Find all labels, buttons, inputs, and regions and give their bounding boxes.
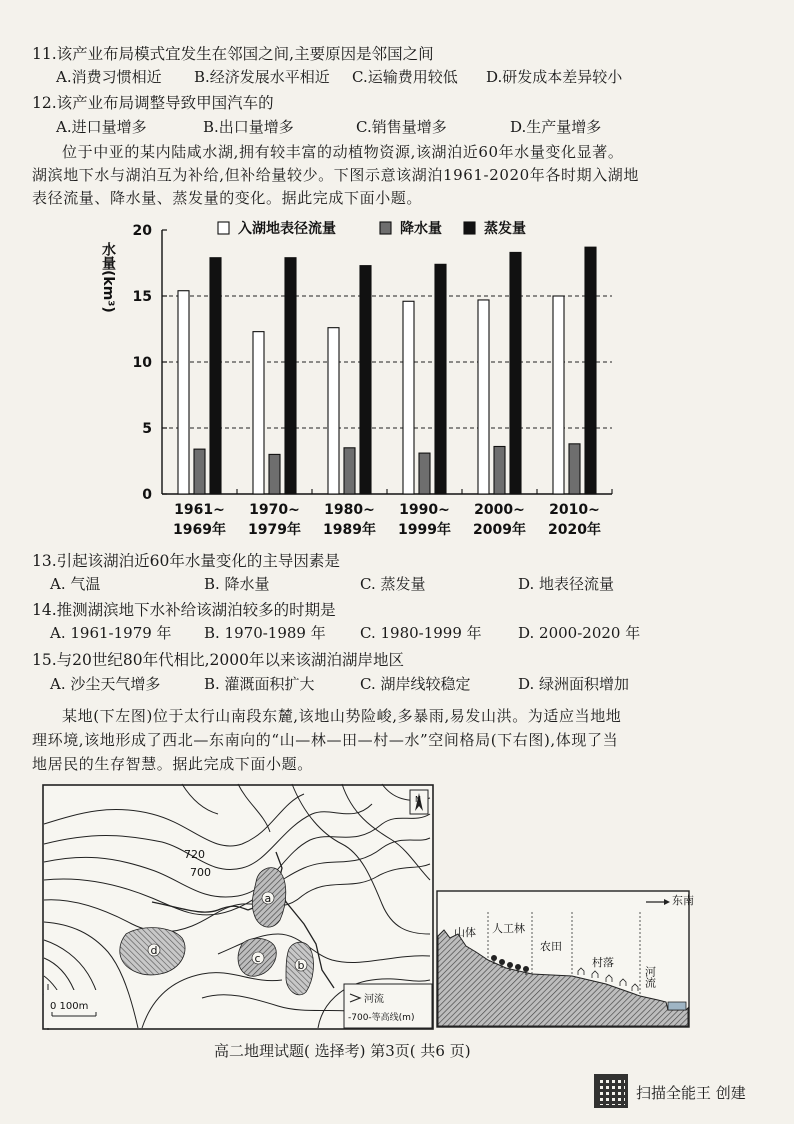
plot-label-d: d xyxy=(150,944,158,957)
x-tick-label: 1961~ xyxy=(174,502,225,518)
question-14-stem: 14.推测湖滨地下水补给该湖泊较多的时期是 xyxy=(32,601,336,619)
x-tick-label: 1989年 xyxy=(323,522,376,538)
question-15-option-a: A. 沙尘天气增多 xyxy=(50,675,161,693)
question-15-option-c: C. 湖岸线较稳定 xyxy=(360,675,471,693)
qr-code-icon xyxy=(594,1074,628,1108)
bar-runoff xyxy=(553,296,564,494)
question-14-option-a: A. 1961-1979 年 xyxy=(50,624,172,642)
passage1-line-1: 位于中亚的某内陆咸水湖,拥有较丰富的动植物资源,该湖泊近60年水量变化显著。 xyxy=(62,143,624,161)
y-tick-label: 0 xyxy=(142,487,152,503)
profile-label-village: 村落 xyxy=(592,956,614,969)
north-label: N xyxy=(415,795,421,804)
question-14-option-c: C. 1980-1999 年 xyxy=(360,624,482,642)
bar-runoff xyxy=(178,291,189,494)
x-tick-label: 2009年 xyxy=(473,522,526,538)
map-scale-bar xyxy=(44,990,108,1028)
bar-runoff xyxy=(328,328,339,494)
x-tick-label: 1999年 xyxy=(398,522,451,538)
legend-label: 蒸发量 xyxy=(484,221,526,237)
bar-evaporation xyxy=(585,247,596,494)
profile-label-forest: 人工林 xyxy=(492,922,525,935)
question-14-option-d: D. 2000-2020 年 xyxy=(518,624,641,642)
bar-precipitation xyxy=(344,448,355,494)
question-12-option-d: D.生产量增多 xyxy=(510,118,602,136)
contour-label-700: 700 xyxy=(190,866,211,879)
question-13-option-a: A. 气温 xyxy=(50,575,101,593)
question-11-option-b: B.经济发展水平相近 xyxy=(194,68,330,86)
x-tick-label: 1970~ xyxy=(249,502,300,518)
x-tick-label: 2000~ xyxy=(474,502,525,518)
question-12-stem: 12.该产业布局调整导致甲国汽车的 xyxy=(32,94,274,112)
page-footer: 高二地理试题( 选择考) 第3页( 共6 页) xyxy=(214,1042,471,1060)
question-12-option-c: C.销售量增多 xyxy=(356,118,447,136)
x-tick-label: 1969年 xyxy=(173,522,226,538)
x-tick-label: 2020年 xyxy=(548,522,601,538)
x-tick-label: 1990~ xyxy=(399,502,450,518)
bar-evaporation xyxy=(360,266,371,494)
bar-evaporation xyxy=(435,264,446,494)
question-13-option-b: B. 降水量 xyxy=(204,575,270,593)
legend-label: 入湖地表径流量 xyxy=(238,221,336,237)
legend-river-label: 河流 xyxy=(364,994,384,1005)
contour-map xyxy=(42,784,434,1030)
y-tick-label: 5 xyxy=(142,421,152,437)
legend-contour-label: -700-等高线(m) xyxy=(348,1013,415,1023)
bar-runoff xyxy=(253,332,264,494)
question-11-option-a: A.消费习惯相近 xyxy=(56,68,162,86)
lake-water-chart xyxy=(90,212,630,542)
north-arrow xyxy=(410,790,428,814)
question-12-option-b: B.出口量增多 xyxy=(203,118,294,136)
plot-label-b: b xyxy=(297,959,305,972)
question-13-option-d: D. 地表径流量 xyxy=(518,575,615,593)
contour-label-720: 720 xyxy=(184,848,205,861)
y-tick-label: 20 xyxy=(132,223,152,239)
question-13-option-c: C. 蒸发量 xyxy=(360,575,426,593)
bar-precipitation xyxy=(419,453,430,494)
question-15-option-d: D. 绿洲面积增加 xyxy=(518,675,630,693)
plot-label-a: a xyxy=(264,892,272,905)
plot-label-c: c xyxy=(254,952,261,965)
map-legend xyxy=(344,984,432,1028)
question-11-option-d: D.研发成本差异较小 xyxy=(486,68,623,86)
passage2-line-1: 某地(下左图)位于太行山南段东麓,该地山势险峻,多暴雨,易发山洪。为适应当地地 xyxy=(62,707,622,725)
passage2-line-2: 理环境,该地形成了西北—东南向的“山—林—田—村—水”空间格局(下右图),体现了当 xyxy=(32,731,619,749)
passage2-line-3: 地居民的生存智慧。据此完成下面小题。 xyxy=(32,755,313,773)
legend-swatch xyxy=(218,222,229,234)
bar-evaporation xyxy=(510,252,521,494)
bar-runoff xyxy=(478,300,489,494)
question-11-stem: 11.该产业布局模式宜发生在邻国之间,主要原因是邻国之间 xyxy=(32,45,434,63)
question-15-option-b: B. 灌溉面积扩大 xyxy=(204,675,315,693)
question-12-option-a: A.进口量增多 xyxy=(56,118,147,136)
passage1-line-3: 表径流量、降水量、蒸发量的变化。据此完成下面小题。 xyxy=(32,189,423,207)
legend-swatch xyxy=(380,222,391,234)
x-tick-label: 2010~ xyxy=(549,502,600,518)
passage1-line-2: 湖滨地下水与湖泊互为补给,但补给量较少。下图示意该湖泊1961-2020年各时期入湖地 xyxy=(32,166,639,184)
question-11-option-c: C.运输费用较低 xyxy=(352,68,458,86)
y-tick-label: 10 xyxy=(132,355,152,371)
bar-evaporation xyxy=(210,258,221,494)
x-tick-label: 1980~ xyxy=(324,502,375,518)
bar-precipitation xyxy=(569,444,580,494)
bar-precipitation xyxy=(269,454,280,494)
question-13-stem: 13.引起该湖泊近60年水量变化的主导因素是 xyxy=(32,552,340,570)
y-tick-label: 15 xyxy=(132,289,152,305)
legend-label: 降水量 xyxy=(400,221,442,237)
bar-evaporation xyxy=(285,258,296,494)
scanner-watermark: 扫描全能王 创建 xyxy=(636,1084,746,1102)
legend-swatch xyxy=(464,222,475,234)
profile-label-farmland: 农田 xyxy=(540,940,562,953)
landscape-profile xyxy=(436,890,694,1028)
y-axis-label: 水量(km³) xyxy=(100,242,116,313)
profile-label-mountain: 山体 xyxy=(454,926,476,939)
bar-precipitation xyxy=(194,449,205,494)
question-15-stem: 15.与20世纪80年代相比,2000年以来该湖泊湖岸地区 xyxy=(32,651,404,669)
question-14-option-b: B. 1970-1989 年 xyxy=(204,624,326,642)
x-tick-label: 1979年 xyxy=(248,522,301,538)
direction-label: 东南 xyxy=(672,894,694,907)
bar-precipitation xyxy=(494,446,505,494)
bar-runoff xyxy=(403,301,414,494)
profile-label-river: 河流 xyxy=(643,966,657,988)
scale-label: 0 100m xyxy=(50,1001,89,1012)
